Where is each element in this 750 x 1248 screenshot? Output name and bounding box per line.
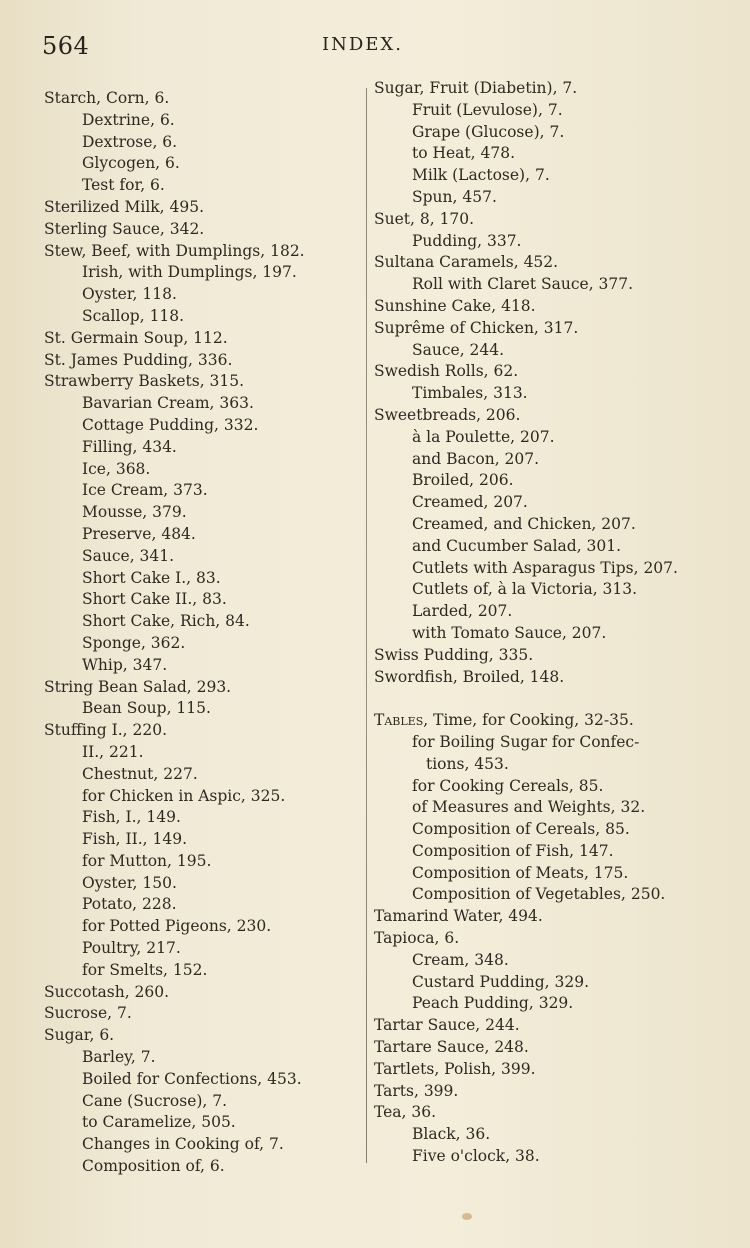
index-subentry: Changes in Cooking of, 7. bbox=[82, 1135, 284, 1154]
index-subentry: Oyster, 150. bbox=[82, 873, 177, 892]
index-entry: Tea, 36. bbox=[374, 1103, 437, 1122]
index-subentry: Preserve, 484. bbox=[82, 524, 196, 543]
index-subentry: Irish, with Dumplings, 197. bbox=[82, 263, 297, 282]
index-subentry: Creamed, and Chicken, 207. bbox=[412, 514, 636, 533]
index-entry: String Bean Salad, 293. bbox=[44, 677, 232, 696]
index-subentry: Dextrine, 6. bbox=[82, 110, 175, 129]
index-subentry: for Smelts, 152. bbox=[82, 960, 208, 979]
index-subentry: Black, 36. bbox=[412, 1125, 491, 1144]
index-subentry: of Measures and Weights, 32. bbox=[412, 798, 646, 817]
index-subentry: Larded, 207. bbox=[412, 602, 513, 621]
index-subentry: Cutlets of, à la Victoria, 313. bbox=[412, 580, 638, 599]
index-subentry: à la Poulette, 207. bbox=[412, 427, 555, 446]
index-subentry: Roll with Claret Sauce, 377. bbox=[412, 275, 634, 294]
index-entry: Tables, Time, for Cooking, 32-35. bbox=[374, 711, 634, 730]
index-entry: Swordfish, Broiled, 148. bbox=[374, 667, 565, 686]
index-subentry: Peach Pudding, 329. bbox=[412, 994, 574, 1013]
index-subentry: Broiled, 206. bbox=[412, 471, 514, 490]
index-entry: Sugar, Fruit (Diabetin), 7. bbox=[374, 79, 578, 97]
index-subentry: Composition of Vegetables, 250. bbox=[412, 885, 666, 904]
index-entry: Tamarind Water, 494. bbox=[374, 907, 543, 926]
index-subentry: tions, 453. bbox=[426, 754, 509, 773]
index-entry: Sugar, 6. bbox=[44, 1026, 115, 1045]
index-entry: Sterilized Milk, 495. bbox=[44, 197, 205, 216]
index-subentry: Short Cake, Rich, 84. bbox=[82, 612, 250, 631]
index-subentry: Timbales, 313. bbox=[412, 384, 528, 403]
index-subentry: Cottage Pudding, 332. bbox=[82, 415, 259, 434]
index-subentry: Barley, 7. bbox=[82, 1048, 156, 1067]
index-entry: Suet, 8, 170. bbox=[374, 209, 475, 228]
index-subentry: Boiled for Confections, 453. bbox=[82, 1069, 302, 1088]
index-subentry: to Heat, 478. bbox=[412, 144, 516, 163]
index-entry: Stew, Beef, with Dumplings, 182. bbox=[44, 241, 305, 260]
index-subentry: Short Cake I., 83. bbox=[82, 568, 221, 587]
index-subentry: Spun, 457. bbox=[412, 187, 497, 206]
index-entry: Tartlets, Polish, 399. bbox=[374, 1059, 536, 1078]
index-subentry: Custard Pudding, 329. bbox=[412, 972, 590, 991]
index-subentry: for Cooking Cereals, 85. bbox=[412, 776, 604, 795]
index-subentry: and Bacon, 207. bbox=[412, 449, 540, 468]
index-column-right bbox=[374, 78, 734, 1168]
index-entry: Sultana Caramels, 452. bbox=[374, 253, 559, 272]
index-entry: Tartare Sauce, 248. bbox=[374, 1038, 529, 1057]
index-subentry: Glycogen, 6. bbox=[82, 154, 180, 173]
index-subentry: Grape (Glucose), 7. bbox=[412, 122, 565, 141]
index-subentry: Poultry, 217. bbox=[82, 939, 181, 958]
index-subentry: Pudding, 337. bbox=[412, 231, 522, 250]
index-subentry: Fruit (Levulose), 7. bbox=[412, 100, 563, 119]
index-entry: Swiss Pudding, 335. bbox=[374, 645, 534, 664]
index-entry: Swedish Rolls, 62. bbox=[374, 362, 519, 381]
index-subentry: Whip, 347. bbox=[82, 655, 168, 674]
index-entry: St. James Pudding, 336. bbox=[44, 350, 233, 369]
index-column-left bbox=[44, 88, 364, 1178]
index-subentry: Five o'clock, 38. bbox=[412, 1147, 540, 1166]
paper-speck bbox=[462, 1213, 472, 1220]
index-subentry: for Potted Pigeons, 230. bbox=[82, 917, 272, 936]
index-subentry: Short Cake II., 83. bbox=[82, 590, 227, 609]
index-subentry: with Tomato Sauce, 207. bbox=[412, 623, 607, 642]
index-entry: Tartar Sauce, 244. bbox=[374, 1016, 520, 1035]
index-subentry: Sauce, 244. bbox=[412, 340, 505, 359]
index-subentry: Sauce, 341. bbox=[82, 546, 175, 565]
index-subentry: Composition of, 6. bbox=[82, 1157, 225, 1176]
index-subentry: Creamed, 207. bbox=[412, 493, 528, 512]
index-subentry: Composition of Fish, 147. bbox=[412, 841, 614, 860]
index-subentry: Sponge, 362. bbox=[82, 633, 186, 652]
index-entry: Sterling Sauce, 342. bbox=[44, 219, 205, 238]
index-subentry: Oyster, 118. bbox=[82, 285, 177, 304]
page-title: INDEX. bbox=[322, 34, 403, 55]
index-subentry: Fish, II., 149. bbox=[82, 830, 188, 849]
index-entry: St. Germain Soup, 112. bbox=[44, 328, 228, 347]
page-header bbox=[0, 28, 750, 64]
index-entry: Succotash, 260. bbox=[44, 982, 170, 1001]
entry-spacer bbox=[374, 688, 734, 710]
index-entry: Tapioca, 6. bbox=[374, 929, 460, 948]
index-subentry: for Chicken in Aspic, 325. bbox=[82, 786, 286, 805]
index-subentry: Bavarian Cream, 363. bbox=[82, 394, 254, 413]
index-subentry: and Cucumber Salad, 301. bbox=[412, 536, 622, 555]
index-entry: Sweetbreads, 206. bbox=[374, 405, 521, 424]
index-entry: Tarts, 399. bbox=[374, 1081, 459, 1100]
index-subentry: Potato, 228. bbox=[82, 895, 177, 914]
index-subentry: Composition of Meats, 175. bbox=[412, 863, 629, 882]
index-subentry: Cane (Sucrose), 7. bbox=[82, 1091, 228, 1110]
index-subentry: Scallop, 118. bbox=[82, 306, 185, 325]
index-subentry: Chestnut, 227. bbox=[82, 764, 198, 783]
index-subentry: Fish, I., 149. bbox=[82, 808, 181, 827]
index-subentry: Ice Cream, 373. bbox=[82, 481, 208, 500]
index-subentry: Milk (Lactose), 7. bbox=[412, 166, 550, 185]
index-entry: Stuffing I., 220. bbox=[44, 721, 168, 740]
index-subentry: to Caramelize, 505. bbox=[82, 1113, 236, 1132]
index-subentry: Test for, 6. bbox=[82, 176, 165, 195]
index-subentry: Dextrose, 6. bbox=[82, 132, 178, 151]
index-subentry: Mousse, 379. bbox=[82, 503, 187, 522]
index-subentry: Cutlets with Asparagus Tips, 207. bbox=[412, 558, 678, 577]
index-entry: Starch, Corn, 6. bbox=[44, 89, 170, 107]
page-number: 564 bbox=[42, 32, 90, 60]
column-divider bbox=[366, 88, 367, 1163]
index-subentry: Composition of Cereals, 85. bbox=[412, 820, 630, 839]
index-subentry: II., 221. bbox=[82, 742, 144, 761]
index-entry: Strawberry Baskets, 315. bbox=[44, 372, 245, 391]
index-subentry: for Boiling Sugar for Confec- bbox=[412, 732, 640, 751]
index-subentry: Filling, 434. bbox=[82, 437, 177, 456]
index-entry: Sunshine Cake, 418. bbox=[374, 296, 536, 315]
index-subentry: Bean Soup, 115. bbox=[82, 699, 211, 718]
index-subentry: Ice, 368. bbox=[82, 459, 151, 478]
index-subentry: Cream, 348. bbox=[412, 950, 509, 969]
index-entry: Sucrose, 7. bbox=[44, 1004, 132, 1023]
index-entry: Suprême of Chicken, 317. bbox=[374, 318, 579, 337]
index-subentry: for Mutton, 195. bbox=[82, 851, 212, 870]
